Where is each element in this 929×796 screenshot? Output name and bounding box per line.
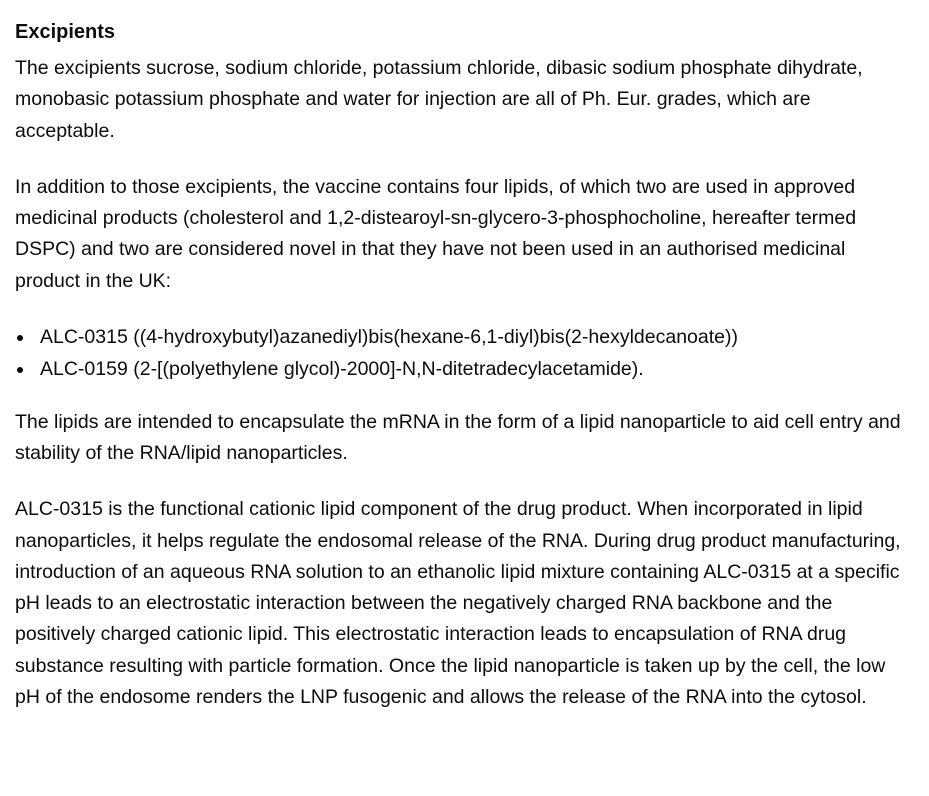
list-item: ALC-0315 ((4-hydroxybutyl)azanediyl)bis(hexane-6,1-diyl)bis(2-hexyldecanoate)) [40,322,915,353]
excipients-section [15,18,915,738]
list-item: ALC-0159 (2-[(polyethylene glycol)-2000]-N,N-ditetradecylacetamide). [40,354,915,385]
alc-0315-paragraph: ALC-0315 is the functional cationic lipid component of the drug product. When incorporated in lipid nanoparticles, it helps regulate the endosomal release of the RNA. During drug product manufacturing, introduction of an aqueous RNA solution to an ethanolic lipid mixture containing ALC-0315 at a specific pH leads to an electrostatic interaction between the negatively charged RNA backbone and the positively charged cationic lipid. This electrostatic interaction leads to encapsulation of RNA drug substance resulting with particle formation. Once the lipid nanoparticle is taken up by the cell, the low pH of the endosome renders the LNP fusogenic and allows the release of the RNA into the cytosol. [15,498,901,709]
excipients-paragraph: The excipients sucrose, sodium chloride, potassium chloride, dibasic sodium phosphate dihydrate, monobasic potassium phosphate and water for injection are all of Ph. Eur. grades, which are acceptable. [15,57,863,142]
section-heading: Excipients [15,21,116,43]
novel-lipids-list [15,322,915,386]
lipids-intro-paragraph: In addition to those excipients, the vaccine contains four lipids, of which two are used in approved medicinal products (cholesterol and 1,2-distearoyl-sn-glycero-3-phosphocholine, hereafter termed DSPC) and two are considered novel in that they have not been used in an authorised medicinal product in the UK: [15,175,857,292]
lipids-purpose-paragraph: The lipids are intended to encapsulate the mRNA in the form of a lipid nanoparticle to aid cell entry and stability of the RNA/lipid nanoparticles. [15,410,901,464]
